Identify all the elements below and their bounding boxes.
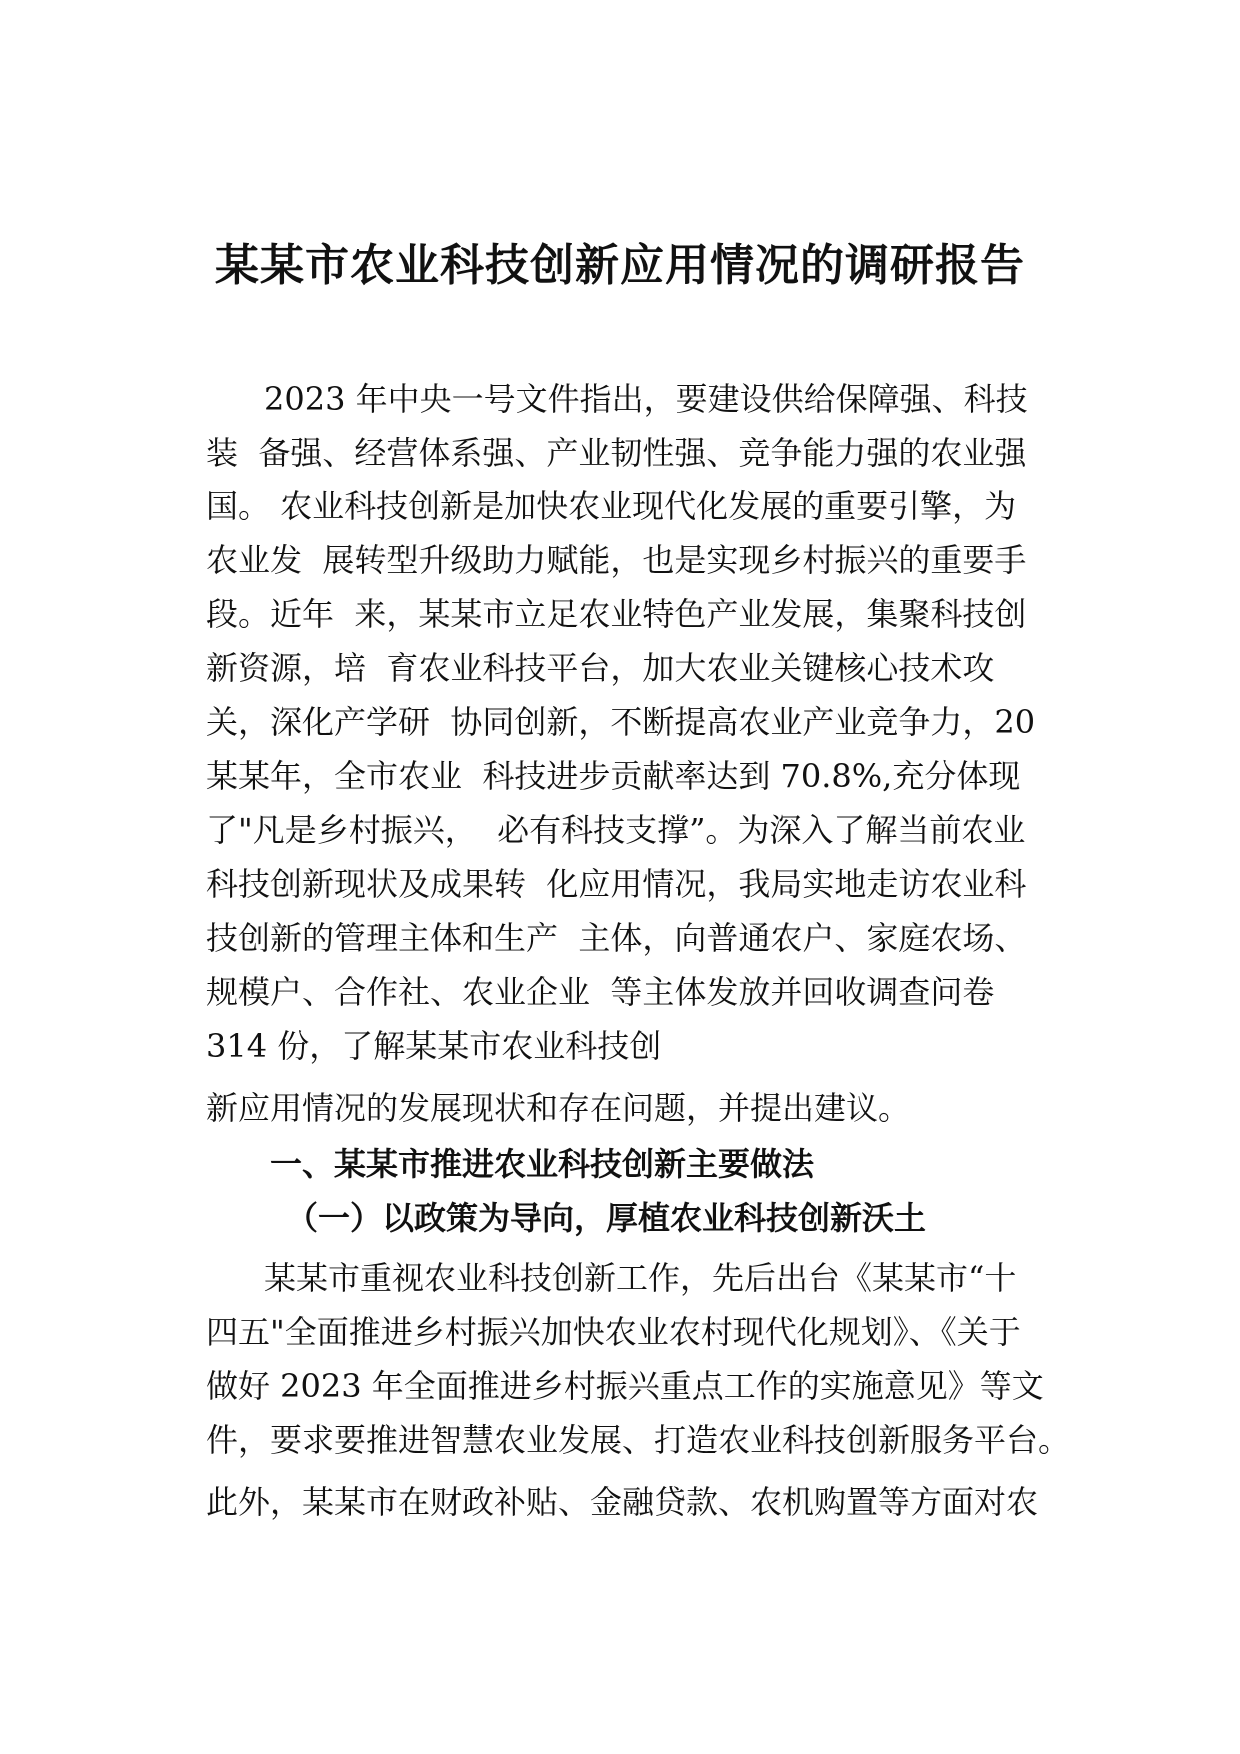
subsection-heading: （一）以政策为导向，厚植农业科技创新沃土 xyxy=(286,1199,927,1237)
intro-line: 农业发 展转型升级助力赋能，也是实现乡村振兴的重要手 xyxy=(206,541,1027,579)
intro-line: 2023 年中央一号文件指出，要建设供给保障强、科技 xyxy=(264,380,1028,418)
body-line: 四五"全面推进乡村振兴加快农业农村现代化规划》、《关于 xyxy=(206,1313,1021,1351)
intro-line: 新应用情况的发展现状和存在问题，并提出建议。 xyxy=(206,1089,911,1127)
intro-line: 科技创新现状及成果转 化应用情况，我局实地走访农业科 xyxy=(206,865,1027,903)
section-heading: 一、某某市推进农业科技创新主要做法 xyxy=(270,1145,815,1183)
body-line: 做好 2023 年全面推进乡村振兴重点工作的实施意见》等文 xyxy=(206,1367,1044,1405)
body-line: 某某市重视农业科技创新工作，先后出台《某某市“十 xyxy=(264,1259,1017,1297)
intro-line: 装 备强、经营体系强、产业韧性强、竞争能力强的农业强 xyxy=(206,434,1027,472)
intro-line: 规模户、合作社、农业企业 等主体发放并回收调查问卷 xyxy=(206,973,995,1011)
body-line: 件，要求要推进智慧农业发展、打造农业科技创新服务平台。 xyxy=(206,1421,1071,1459)
intro-line: 技创新的管理主体和生产 主体，向普通农户、家庭农场、 xyxy=(206,919,1027,957)
intro-line: 国。 农业科技创新是加快农业现代化发展的重要引擎，为 xyxy=(206,487,1017,525)
intro-line: 某某年，全市农业 科技进步贡献率达到 70.8%,充分体现 xyxy=(206,757,1021,795)
intro-line: 关，深化产学研 协同创新，不断提高农业产业竞争力，20 xyxy=(206,703,1036,741)
intro-line: 314 份，了解某某市农业科技创 xyxy=(206,1027,662,1065)
intro-line: 段。近年 来，某某市立足农业特色产业发展，集聚科技创 xyxy=(206,595,1027,633)
body-line: 此外，某某市在财政补贴、金融贷款、农机购置等方面对农 xyxy=(206,1483,1039,1521)
intro-line: 新资源，培 育农业科技平台，加大农业关键核心技术攻 xyxy=(206,649,995,687)
document-title: 某某市农业科技创新应用情况的调研报告 xyxy=(215,240,1025,291)
intro-line: 了"凡是乡村振兴， 必有科技支撑”。为深入了解当前农业 xyxy=(206,811,1026,849)
